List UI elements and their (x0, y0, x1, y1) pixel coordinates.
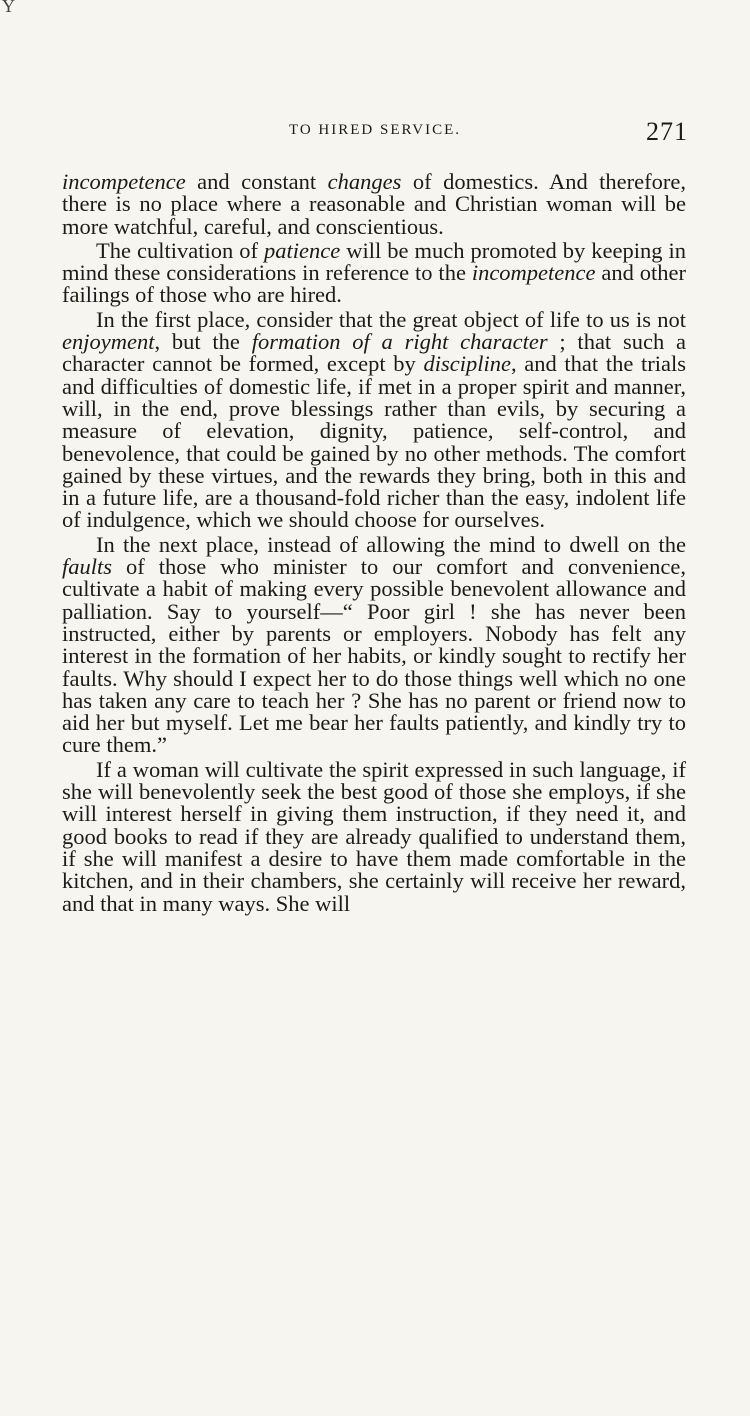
italic-text: changes (327, 169, 402, 194)
text-run: , but the (154, 329, 252, 355)
paragraph (62, 756, 686, 916)
italic-text: enjoyment (62, 329, 155, 355)
italic-text: patience (264, 237, 341, 263)
running-head: TO HIRED SERVICE. (288, 122, 462, 138)
text-run: If a woman will cultivate the spirit expressed in such language, if she will benevolently seek the best good of those she employs, if she will interest herself in giving them instruction, if they need it, and good books to read if they are already qualified to understand them, if she will manifest a desire to have them made comfortable in the kitchen, and in their chambers, she certainly will receive her reward, and that in many ways. She will (62, 756, 686, 916)
text-run: , and that the trials and difficulties of domestic life, if met in a proper spirit and manner, will, in the end, prove blessings rather than evils, by securing a measure of elevation, dignity, patience, self-control, and benevolence, that could be gained by no other methods. The comfort gained by these virtues, and the rewards they bring, both in this and in a future life, are a thousand-fold richer than the easy, indolent life of indulgence, which we should choose for ourselves. (62, 351, 686, 533)
text-run: ; that such a character cannot be formed, except by (62, 329, 686, 377)
corner-mark: Y (2, 0, 15, 16)
page-number: 271 (646, 117, 688, 146)
text-run: and constant (185, 169, 328, 194)
italic-text: faults (62, 554, 113, 580)
paragraph (62, 531, 686, 758)
paragraph (62, 237, 687, 308)
italic-text: discipline (423, 351, 511, 377)
text-run: The cultivation of (96, 237, 264, 263)
text-run: of domestics. And therefore, there is no place where a reasonable and Christian woman will be more watchful, careful, and conscientious. (62, 169, 686, 239)
italic-text: formation of a right character (251, 329, 548, 355)
italic-text: incompetence (62, 169, 186, 194)
italic-text: incompetence (471, 260, 596, 286)
paragraph (62, 171, 686, 238)
text-run: will be much promoted by keeping in mind these considerations in reference to the (62, 237, 687, 286)
paragraph (62, 306, 686, 533)
body-text (62, 171, 686, 915)
text-run: of those who minister to our comfort and convenience, cultivate a habit of making every possible benevolent allowance and palliation. Say to yourself—“ Poor girl ! she has never been instructed, either by parents or employers. Nobody has felt any interest in the formation of her habits, or kindly sought to rectify her faults. Why should I expect her to do those things well which no one has taken any care to teach her ? She has no parent or friend now to aid her but myself. Let me bear her faults patiently, and kindly try to cure them.” (62, 554, 686, 758)
page-header (62, 119, 688, 151)
text-run: In the next place, instead of allowing the mind to dwell on the (96, 531, 686, 557)
text-run: In the first place, consider that the great object of life to us is not (96, 306, 686, 332)
text-run: and other failings of those who are hired. (62, 260, 686, 308)
